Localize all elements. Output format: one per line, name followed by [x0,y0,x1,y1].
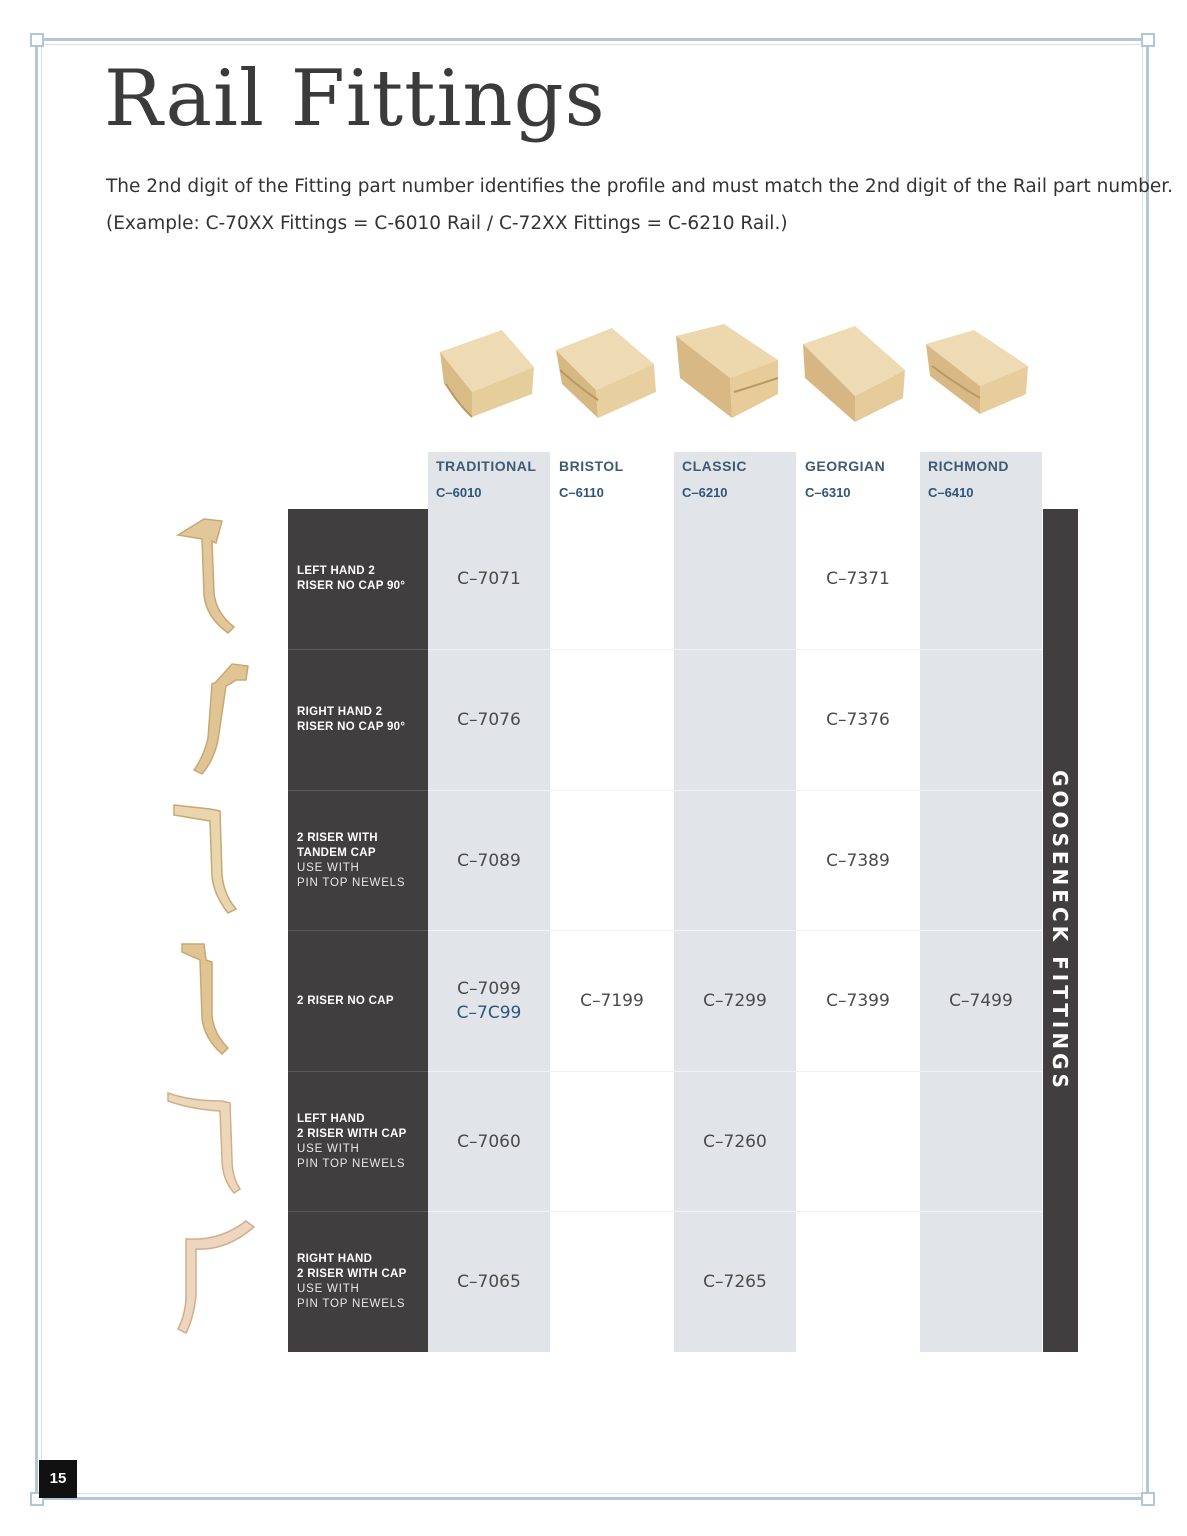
part-number: C–7099 [457,979,521,999]
column-classic [674,452,796,1352]
row-label-title: 2 RISER NO CAP [297,994,394,1007]
row-label-note: USE WITH PIN TOP NEWELS [297,1283,406,1310]
right-hand-with-cap-gooseneck-image [160,1217,270,1342]
part-number-cell: C–7065 [457,1272,521,1292]
row-label-note: USE WITH PIN TOP NEWELS [297,861,406,889]
column-header-traditional [428,452,550,509]
part-number-alt: C–7C99 [456,1003,522,1023]
row-label-note: USE WITH PIN TOP NEWELS [297,1142,406,1170]
row-label-title: LEFT HAND 2 RISER WITH CAP [297,1112,407,1140]
row-label-left-hand-2-riser-with-cap [288,1072,428,1211]
column-code: C–6010 [436,485,482,500]
no-cap-gooseneck-image [160,936,270,1061]
row-label-title: RIGHT HAND 2 RISER WITH CAP [297,1253,407,1280]
part-number-cell: C–7060 [457,1132,521,1152]
part-number-cell: C–7089 [457,851,521,871]
row-label-2-riser-tandem-cap [288,791,428,930]
column-code: C–6210 [682,485,728,500]
part-number-cell: C–7199 [580,991,644,1011]
frame-corner [1141,1492,1155,1506]
right-hand-gooseneck-image [160,654,270,779]
column-code: C–6110 [559,485,604,500]
tandem-cap-gooseneck-image [160,795,270,920]
column-bristol [551,452,673,1352]
row-label-title: 2 RISER WITH TANDEM CAP [297,831,378,859]
row-label-right-hand-2-riser-with-cap [288,1212,428,1352]
left-hand-gooseneck-image [160,513,270,638]
page-number: 15 [39,1460,77,1498]
column-header-richmond [920,452,1042,509]
row-label-title: LEFT HAND 2 RISER NO CAP 90° [297,565,406,592]
left-hand-with-cap-gooseneck-image [160,1077,270,1202]
row-label-left-hand-2-riser-no-cap [288,509,428,649]
part-number-cell: C–7071 [457,569,521,589]
column-name: CLASSIC [682,458,747,474]
rail-profile-richmond-image [920,322,1030,427]
part-number-cell: C–7265 [703,1272,767,1292]
column-header-classic [674,452,796,509]
label-divider [288,1211,428,1212]
column-richmond [920,452,1042,1352]
row-label-2-riser-no-cap [288,931,428,1071]
part-number-cell: C–7076 [457,710,521,730]
section-label: GOOSENECK FITTINGS [1048,770,1072,1092]
intro-line-2: (Example: C-70XX Fittings = C-6010 Rail / C-72XX Fittings = C-6210 Rail.) [106,213,788,234]
row-label-right-hand-2-riser-no-cap [288,650,428,790]
column-code: C–6310 [805,485,851,500]
rail-profile-classic-image [674,322,784,427]
column-header-bristol [551,452,673,509]
intro-line-1: The 2nd digit of the Fitting part number identifies the profile and must match the 2nd digit of the Rail part number. [106,176,1174,197]
part-number-cell: C–7260 [703,1132,767,1152]
column-name: BRISTOL [559,458,624,474]
rail-profile-georgian-image [797,322,907,427]
part-number-cell: C–7389 [826,851,890,871]
part-number-cell: C–7499 [949,991,1013,1011]
part-number-cell: C–7399 [826,991,890,1011]
page-title: Rail Fittings [104,54,606,144]
row-label-title: RIGHT HAND 2 RISER NO CAP 90° [297,706,406,733]
label-divider [288,1071,428,1072]
column-name: TRADITIONAL [436,458,537,474]
column-code: C–6410 [928,485,974,500]
rail-profile-bristol-image [552,322,662,427]
rail-profiles [430,322,1042,427]
frame-corner [1141,33,1155,47]
label-divider [288,790,428,791]
frame-corner [30,33,44,47]
label-divider [288,649,428,650]
part-number-cell: C–7371 [826,569,890,589]
column-name: RICHMOND [928,458,1009,474]
part-number-cell [428,977,550,1025]
column-name: GEORGIAN [805,458,886,474]
intro-text [106,168,1174,242]
label-divider [288,930,428,931]
column-header-georgian [797,452,919,509]
part-number-cell: C–7376 [826,710,890,730]
part-number-cell: C–7299 [703,991,767,1011]
rail-profile-traditional-image [432,322,542,427]
